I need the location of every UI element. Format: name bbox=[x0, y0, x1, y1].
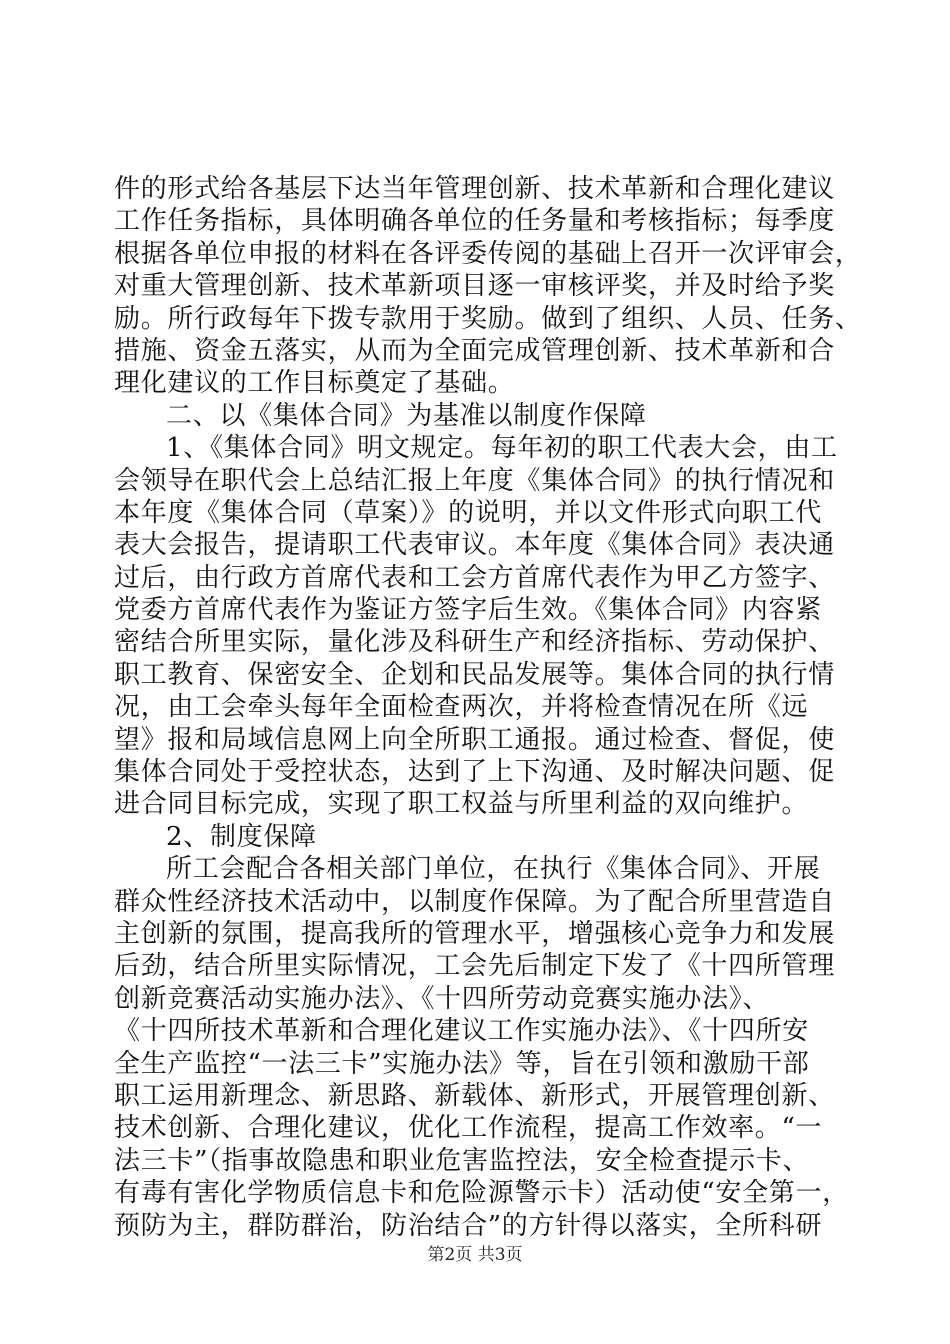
body-line: 表大会报告，提请职工代表审议。本年度《集体合同》表决通 bbox=[114, 530, 835, 561]
body-line: 全生产监控“一法三卡”实施办法》等，旨在引领和激励干部 bbox=[114, 1048, 810, 1079]
body-line: 主创新的氛围，提高我所的管理水平，增强核心竞争力和发展 bbox=[114, 918, 835, 949]
body-line: 会领导在职代会上总结汇报上年度《集体合同》的执行情况和 bbox=[114, 465, 835, 496]
body-line: 职工教育、保密安全、企划和民品发展等。集体合同的执行情 bbox=[114, 659, 835, 690]
body-line: 1、《集体合同》明文规定。每年初的职工代表大会，由工 bbox=[166, 433, 838, 464]
body-line: 进合同目标完成，实现了职工权益与所里利益的双向维护。 bbox=[114, 789, 809, 820]
body-line: 预防为主，群防群治，防治结合”的方针得以落实，全所科研 bbox=[114, 1210, 823, 1241]
body-line: 集体合同处于受控状态，达到了上下沟通、及时解决问题、促 bbox=[114, 757, 835, 788]
body-line: 技术创新、合理化建议，优化工作流程，提高工作效率。“一 bbox=[114, 1113, 823, 1144]
body-line: 创新竞赛活动实施办法》、《十四所劳动竞赛实施办法》、 bbox=[114, 983, 770, 1014]
body-line: 所工会配合各相关部门单位，在执行《集体合同》、开展 bbox=[166, 854, 821, 885]
body-line: 理化建议的工作目标奠定了基础。 bbox=[114, 368, 515, 399]
body-line: 有毒有害化学物质信息卡和危险源警示卡）活动使“安全第一， bbox=[114, 1178, 849, 1209]
page-footer: 第2页 共3页 bbox=[427, 1245, 523, 1265]
body-line: 密结合所里实际，量化涉及科研生产和经济指标、劳动保护、 bbox=[114, 627, 835, 658]
body-line: 职工运用新理念、新思路、新载体、新形式，开展管理创新、 bbox=[114, 1080, 835, 1111]
subsection-heading: 2、制度保障 bbox=[166, 821, 317, 852]
body-line: 群众性经济技术活动中，以制度作保障。为了配合所里营造自 bbox=[114, 886, 835, 917]
body-line: 本年度《集体合同（草案）》的说明，并以文件形式向职工代 bbox=[114, 497, 822, 528]
body-line: 况，由工会牵头每年全面检查两次，并将检查情况在所《远 bbox=[114, 692, 809, 723]
body-line: 后劲，结合所里实际情况，工会先后制定下发了《十四所管理 bbox=[114, 951, 835, 982]
body-line: 对重大管理创新、技术革新项目逐一审核评奖，并及时给予奖 bbox=[114, 271, 835, 302]
section-heading: 二、以《集体合同》为基准以制度作保障 bbox=[166, 400, 647, 431]
body-line: 励。所行政每年下拨专款用于奖励。做到了组织、人员、任务、 bbox=[114, 303, 862, 334]
body-line: 《十四所技术革新和合理化建议工作实施办法》、《十四所安 bbox=[114, 1016, 809, 1047]
body-line: 望》报和局域信息网上向全所职工通报。通过检查、督促，使 bbox=[114, 724, 835, 755]
body-line: 党委方首席代表作为鉴证方签字后生效。《集体合同》内容紧 bbox=[114, 595, 822, 626]
body-line: 件的形式给各基层下达当年管理创新、技术革新和合理化建议 bbox=[114, 174, 835, 204]
body-line: 措施、资金五落实，从而为全面完成管理创新、技术革新和合 bbox=[114, 335, 835, 366]
body-line: 工作任务指标，具体明确各单位的任务量和考核指标；每季度 bbox=[114, 206, 835, 237]
document-body bbox=[114, 173, 862, 1242]
body-line: 根据各单位申报的材料在各评委传阅的基础上召开一次评审会， bbox=[114, 238, 862, 269]
body-line: 法三卡”（指事故隐患和职业危害监控法，安全检查提示卡、 bbox=[114, 1145, 810, 1176]
body-line: 过后，由行政方首席代表和工会方首席代表作为甲乙方签字、 bbox=[114, 562, 835, 593]
